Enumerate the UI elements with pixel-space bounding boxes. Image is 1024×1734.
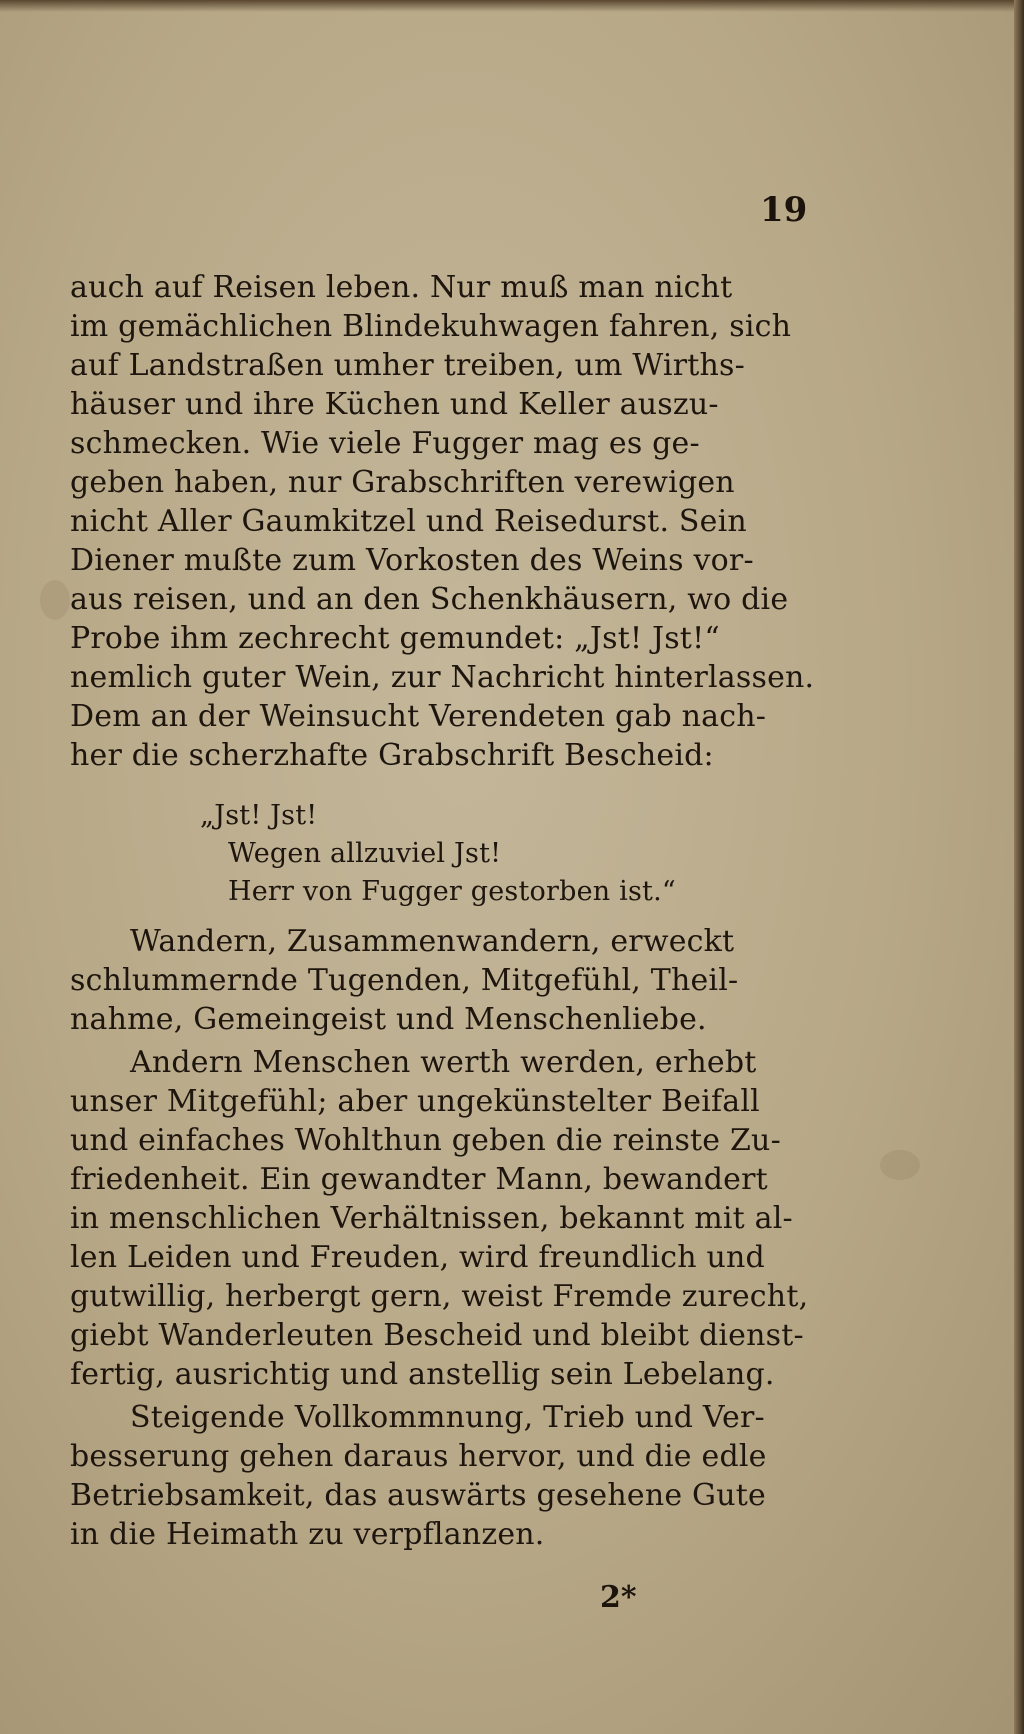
text-line: nemlich guter Wein, zur Nachricht hinterlassen.: [70, 660, 815, 695]
text-line: Andern Menschen werth werden, erhebt: [130, 1045, 757, 1080]
text-line: len Leiden und Freuden, wird freundlich und: [70, 1240, 765, 1275]
text-line: auf Landstraßen umher treiben, um Wirths-: [70, 348, 745, 383]
text-line: friedenheit. Ein gewandter Mann, bewandert: [70, 1162, 768, 1197]
text-line: auch auf Reisen leben. Nur muß man nicht: [70, 270, 733, 305]
text-line: besserung gehen daraus hervor, und die edle: [70, 1439, 767, 1474]
verse-line: Herr von Fugger gestorben ist.“: [228, 876, 676, 907]
text-line: giebt Wanderleuten Bescheid und bleibt dienst-: [70, 1318, 804, 1353]
text-line: Probe ihm zechrecht gemundet: „Jst! Jst!“: [70, 621, 720, 656]
text-line: her die scherzhafte Grabschrift Bescheid:: [70, 738, 714, 773]
text-line: häuser und ihre Küchen und Keller auszu-: [70, 387, 719, 422]
text-line: im gemächlichen Blindekuhwagen fahren, sich: [70, 309, 792, 344]
paper-stain: [880, 1150, 920, 1180]
text-line: Diener mußte zum Vorkosten des Weins vor-: [70, 543, 754, 578]
text-line: Betriebsamkeit, das auswärts gesehene Gute: [70, 1478, 766, 1513]
text-line: in die Heimath zu verpflanzen.: [70, 1517, 545, 1552]
text-line: fertig, ausrichtig und anstellig sein Lebelang.: [70, 1357, 775, 1392]
paper-stain: [40, 580, 70, 620]
text-line: geben haben, nur Grabschriften verewigen: [70, 465, 735, 500]
text-line: aus reisen, und an den Schenkhäusern, wo die: [70, 582, 789, 617]
text-line: Steigende Vollkommnung, Trieb und Ver-: [130, 1400, 765, 1435]
verse-line: Wegen allzuviel Jst!: [228, 838, 502, 869]
text-line: gutwillig, herbergt gern, weist Fremde zurecht,: [70, 1279, 809, 1314]
verse-line: „Jst! Jst!: [200, 800, 318, 831]
page-number: 19: [760, 190, 808, 230]
page-right-edge: [1014, 0, 1024, 1734]
text-line: Dem an der Weinsucht Verendeten gab nach-: [70, 699, 767, 734]
page-top-shadow: [0, 0, 1024, 12]
text-line: in menschlichen Verhältnissen, bekannt mit al-: [70, 1201, 793, 1236]
text-line: nicht Aller Gaumkitzel und Reisedurst. Sein: [70, 504, 747, 539]
text-line: unser Mitgefühl; aber ungekünstelter Beifall: [70, 1084, 760, 1119]
text-line: schmecken. Wie viele Fugger mag es ge-: [70, 426, 700, 461]
text-line: schlummernde Tugenden, Mitgefühl, Theil-: [70, 963, 739, 998]
signature-mark: 2*: [600, 1580, 637, 1615]
text-line: nahme, Gemeingeist und Menschenliebe.: [70, 1002, 707, 1037]
text-line: Wandern, Zusammenwandern, erweckt: [130, 924, 735, 959]
text-line: und einfaches Wohlthun geben die reinste Zu-: [70, 1123, 781, 1158]
